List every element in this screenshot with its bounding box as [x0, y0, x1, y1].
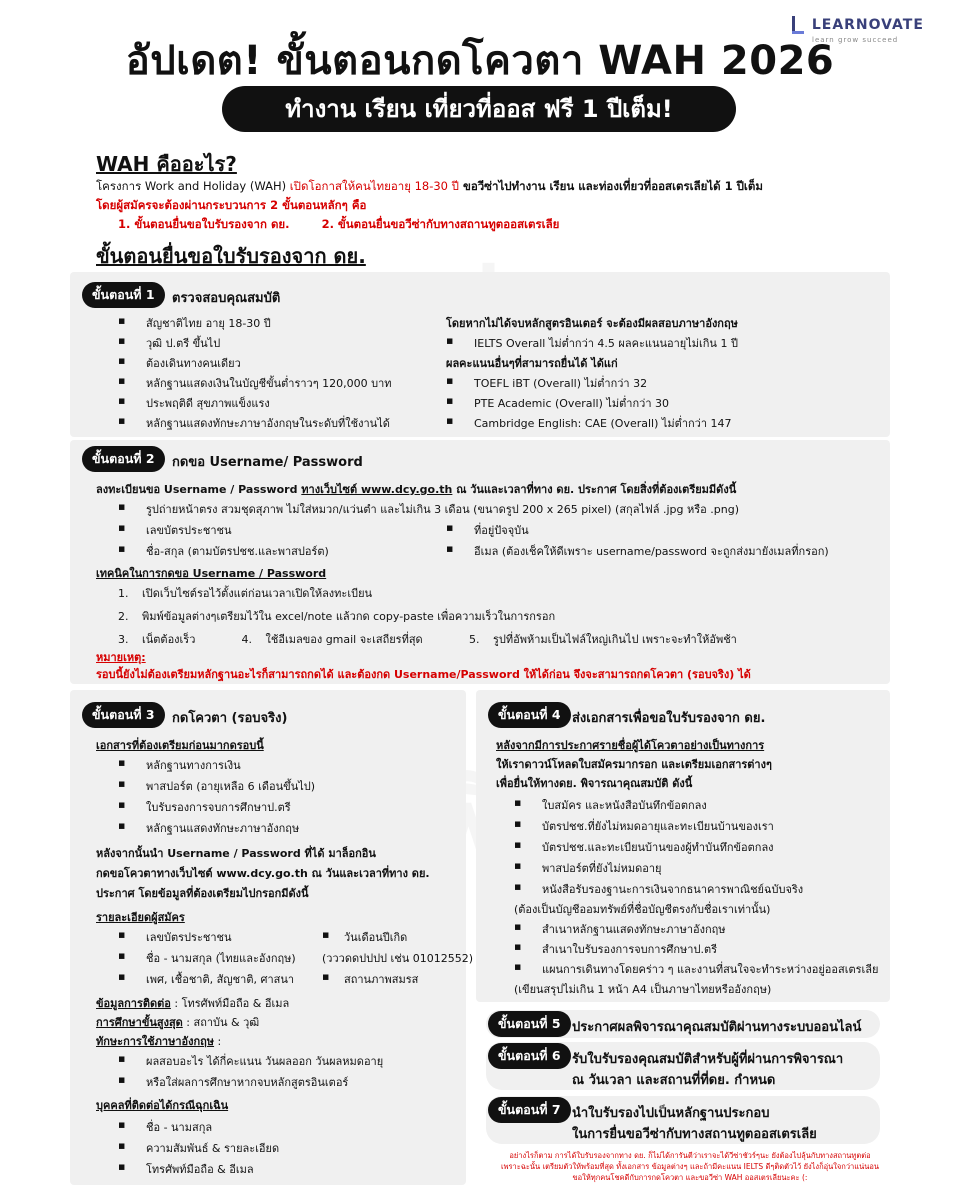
applicant-list-right [322, 928, 407, 949]
step1-pill: ขั้นตอนที่ 1 [82, 282, 165, 308]
list-item: ▪ เลขบัตรประชาชน [118, 521, 739, 542]
tip-number: 5. [469, 633, 480, 646]
contact-value: : โทรศัพท์มือถือ & อีเมล [170, 997, 290, 1010]
dob-format: (วววดดปปปป เช่น 01012552) [322, 952, 474, 965]
step1-title: ตรวจสอบคุณสมบัติ [172, 291, 281, 306]
tip-item [118, 630, 737, 653]
list-item: ▪ หลักฐานทางการเงิน [118, 756, 315, 777]
intro-text: โครงการ Work and Holiday (WAH) [96, 179, 287, 193]
step7-title-1: นำใบรับรองไปเป็นหลักฐานประกอบ [572, 1106, 770, 1121]
logo-mark-icon [790, 14, 808, 36]
footer-line-3: ขอให้ทุกคนโชคดีกับการกดโควตา และขอวีซ่า WAH ออสเตรเลียนะคะ (: [572, 1173, 808, 1182]
step4-intro-2: ให้เราดาวน์โหลดใบสมัครมากรอก และเตรียมเอกสารต่างๆ [496, 758, 772, 771]
list-item: ▪ เพศ, เชื้อชาติ, สัญชาติ, ศาสนา [118, 970, 296, 991]
step6-title-1: รับใบรับรองคุณสมบัติสำหรับผู้ที่ผ่านการพิจารณา [572, 1052, 844, 1067]
step2-intro [96, 480, 736, 498]
list-item: ▪ พาสปอร์ต (อายุเหลือ 6 เดือนขึ้นไป) [118, 777, 315, 798]
step2-intro-b: ณ วันและเวลาที่ทาง ดย. ประกาศ โดยสิ่งที่ต้องเตรียมมีดังนี้ [452, 483, 737, 496]
step5-pill: ขั้นตอนที่ 5 [488, 1011, 571, 1037]
brand-logo [790, 14, 930, 44]
intro-line-3 [118, 216, 559, 234]
list-item: ▪ ใบสมัคร และหนังสือบันทึกข้อตกลง [514, 796, 803, 817]
list-item: ▪ Cambridge English: CAE (Overall) ไม่ต่ำกว่า 147 [446, 414, 732, 434]
step1-right-head2: ผลคะแนนอื่นๆที่สามารถยื่นได้ ได้แก่ [446, 357, 618, 370]
step1-left-list [118, 314, 392, 434]
list-item: ▪ หนังสือรับรองฐานะการเงินจากธนาคารพาณิชย์ฉบับจริง [514, 880, 803, 901]
step4-intro-1: หลังจากมีการประกาศรายชื่อผู้ได้โควตาอย่างเป็นทางการ [496, 739, 765, 752]
list-item: ▪ สถานภาพสมรส [322, 970, 418, 991]
tip-text: เน็ตต้องเร็ว [142, 633, 196, 646]
eng-value: : [214, 1035, 222, 1048]
step2-tips-heading: เทคนิคในการกดขอ Username / Password [96, 567, 327, 580]
tip-item [118, 584, 737, 607]
step4-item8-note: (เขียนสรุปไม่เกิน 1 หน้า A4 เป็นภาษาไทยหรืออังกฤษ) [514, 983, 772, 996]
list-item: ▪ อีเมล (ต้องเช็คให้ดีเพราะ username/password จะถูกส่งมายังเมลที่กรอก) [446, 542, 829, 563]
list-item: ▪ ใบรับรองการจบการศึกษาป.ตรี [118, 798, 315, 819]
step3-after-3: ประกาศ โดยข้อมูลที่ต้องเตรียมไปกรอกมีดังนี้ [96, 887, 309, 900]
step7-title-2: ในการยื่นขอวีซ่ากับทางสถานทูตออสเตรเลีย [572, 1127, 817, 1142]
list-item: ▪ พาสปอร์ตที่ยังไม่หมดอายุ [514, 859, 803, 880]
step7-pill: ขั้นตอนที่ 7 [488, 1097, 571, 1123]
tip-text: เปิดเว็บไซต์รอไว้ตั้งแต่ก่อนเวลาเปิดให้ลงทะเบียน [142, 587, 373, 600]
section-heading: ขั้นตอนยื่นขอใบรับรองจาก ดย. [96, 244, 366, 268]
list-item: ▪ บัตรปชช.ที่ยังไม่หมดอายุและทะเบียนบ้านของเรา [514, 817, 803, 838]
step2-intro-a: ลงทะเบียนขอ Username / Password [96, 483, 302, 496]
contact-line [96, 994, 289, 1012]
step2-pill: ขั้นตอนที่ 2 [82, 446, 165, 472]
list-item: ▪ หรือใส่ผลการศึกษาหากจบหลักสูตรอินเตอร์ [118, 1073, 383, 1094]
list-item: ▪ เลขบัตรประชาชน [118, 928, 296, 949]
dcy-website-link[interactable]: ทางเว็บไซต์ www.dcy.go.th [301, 483, 453, 496]
edu-value: : สถาบัน & วุฒิ [182, 1016, 260, 1029]
note-text: รอบนี้ยังไม่ต้องเตรียมหลักฐานอะไรก็สามารถกดได้ และต้องกด Username/Password ให้ได้ก่อน จึงจะสามารถกดโควตา (รอบจริง) ได้ [96, 668, 751, 681]
step5-title: ประกาศผลพิจารณาคุณสมบัติผ่านทางระบบออนไลน์ [572, 1020, 862, 1035]
logo-tagline: learn grow succeed [812, 36, 899, 44]
list-item: ▪ รูปถ่ายหน้าตรง สวมชุดสุภาพ ไม่ใส่หมวก/แว่นตำ และไม่เกิน 3 เดือน (ขนาดรูป 200 x 265 pixel) (สกุลไฟล์ .jpg หรือ .png) [118, 500, 739, 521]
list-item: ▪ ความสัมพันธ์ & รายละเอียด [118, 1139, 279, 1160]
step4-list [514, 796, 803, 901]
list-item: ▪ วุฒิ ป.ตรี ขึ้นไป [118, 334, 392, 354]
step3-after-1: หลังจากนั้นนำ Username / Password ที่ได้ มาล็อกอิน [96, 847, 376, 860]
list-item: ▪ โทรศัพท์มือถือ & อีเมล [118, 1160, 279, 1181]
intro-step-a: 1. ขั้นตอนยื่นขอใบรับรองจาก ดย. [118, 217, 290, 231]
tip-number: 2. [118, 610, 129, 623]
list-item: ▪ วันเดือนปีเกิด [322, 928, 407, 949]
list-item: ▪ ชื่อ-สกุล (ตามบัตรปชช.และพาสปอร์ต) [118, 542, 739, 563]
step3-pill: ขั้นตอนที่ 3 [82, 702, 165, 728]
eng-line [96, 1032, 221, 1050]
step3-title: กดโควตา (รอบจริง) [172, 711, 288, 726]
list-item: ▪ หลักฐานแสดงเงินในบัญชีขั้นต่ำราวๆ 120,000 บาท [118, 374, 392, 394]
step1-right-list1 [446, 334, 738, 354]
note-heading: หมายเหตุ: [96, 651, 146, 664]
tip-number: 4. [241, 633, 252, 646]
list-item: ▪ ประพฤติดี สุขภาพแข็งแรง [118, 394, 392, 414]
list-item: ▪ หลักฐานแสดงทักษะภาษาอังกฤษในระดับที่ใช้งานได้ [118, 414, 392, 434]
list-item: ▪ IELTS Overall ไม่ต่ำกว่า 4.5 ผลคะแนนอายุไม่เกิน 1 ปี [446, 334, 738, 354]
footer-line-2: เพราะฉะนั้น เตรียมตัวให้พร้อมที่สุด ทั้งเอกสาร ข้อมูลต่างๆ และถ้ามีคะแนน IELTS ดีๆติดตัวไว้ ยังไงก็อุ่นใจกว่าแน่นอน [501, 1162, 879, 1171]
page-title: อัปเดต! ขั้นตอนกดโควตา WAH 2026 [125, 38, 835, 84]
list-item: ▪ สำเนาหลักฐานแสดงทักษะภาษาอังกฤษ [514, 920, 878, 940]
tip-text: พิมพ์ข้อมูลต่างๆเตรียมไว้ใน excel/note แล้วกด copy-paste เพื่อความเร็วในการกรอก [142, 610, 556, 623]
list-item: ▪ ที่อยู่ปัจจุบัน [446, 521, 829, 542]
page-subtitle: ทำงาน เรียน เที่ยวที่ออส ฟรี 1 ปีเต็ม! [222, 86, 736, 132]
list-item: ▪ PTE Academic (Overall) ไม่ต่ำกว่า 30 [446, 394, 732, 414]
step2-title: กดขอ Username/ Password [172, 455, 363, 470]
logo-text: LEARNOVATE [811, 17, 924, 33]
contact-label: ข้อมูลการติดต่อ [96, 997, 171, 1010]
tip-text: ใช้อีเมลของ gmail จะเสถียรที่สุด [265, 633, 423, 646]
step4-pill: ขั้นตอนที่ 4 [488, 702, 571, 728]
tip-number: 3. [118, 633, 129, 646]
eng-label: ทักษะการใช้ภาษาอังกฤษ [96, 1035, 215, 1048]
applicant-list-right-2 [322, 970, 418, 991]
list-item: ▪ สำเนาใบรับรองการจบการศึกษาป.ตรี [514, 940, 878, 960]
intro-line-2: โดยผู้สมัครจะต้องผ่านกระบวนการ 2 ขั้นตอนหลักๆ คือ [96, 198, 367, 212]
edu-line [96, 1013, 259, 1031]
list-item: ▪ ชื่อ - นามสกุล [118, 1118, 279, 1139]
emergency-list [118, 1118, 279, 1181]
step4-item5-note: (ต้องเป็นบัญชีออมทรัพย์ที่ชื่อบัญชีตรงกับชื่อเราเท่านั้น) [514, 903, 771, 916]
emergency-heading: บุคคลที่ติดต่อได้กรณีฉุกเฉิน [96, 1099, 229, 1112]
list-item: ▪ สัญชาติไทย อายุ 18-30 ปี [118, 314, 392, 334]
list-item: ▪ ชื่อ - นามสกุล (ไทยและอังกฤษ) [118, 949, 296, 970]
step1-right-head1: โดยหากไม่ได้จบหลักสูตรอินเตอร์ จะต้องมีผลสอบภาษาอังกฤษ [446, 317, 738, 330]
step6-pill: ขั้นตอนที่ 6 [488, 1043, 571, 1069]
step4-list-2 [514, 920, 878, 980]
intro-highlight: เปิดโอกาสให้คนไทยอายุ 18-30 ปี [286, 179, 459, 193]
applicant-heading: รายละเอียดผู้สมัคร [96, 911, 185, 924]
tip-number: 1. [118, 587, 129, 600]
intro-text-bold: ขอวีซ่าไปทำงาน เรียน และท่องเที่ยวที่ออสเตรเลียได้ 1 ปีเต็ม [458, 179, 763, 193]
applicant-list [118, 928, 296, 991]
list-item: ▪ หลักฐานแสดงทักษะภาษาอังกฤษ [118, 819, 315, 840]
list-item: ▪ TOEFL iBT (Overall) ไม่ต่ำกว่า 32 [446, 374, 732, 394]
step4-intro-3: เพื่อยื่นให้ทางดย. พิจารณาคุณสมบัติ ดังนี้ [496, 777, 693, 790]
intro-line-1 [96, 178, 763, 196]
footer-line-1: อย่างไรก็ตาม การได้ใบรับรองจากทาง ดย. ก็ไม่ได้การันตีว่าเราจะได้วีซ่าชัวร์ๆนะ ยังต้องไปลุ้นกับทางสถานทูตต่อ [509, 1151, 871, 1160]
step3-docs-heading: เอกสารที่ต้องเตรียมก่อนมากดรอบนี้ [96, 739, 264, 752]
eng-list [118, 1052, 383, 1094]
intro-step-b: 2. ขั้นตอนยื่นขอวีซ่ากับทางสถานทูตออสเตรเลีย [321, 217, 560, 231]
step1-right-list2 [446, 374, 732, 434]
wah-heading: WAH คืออะไร? [96, 152, 237, 176]
step4-title: ส่งเอกสารเพื่อขอใบรับรองจาก ดย. [572, 711, 766, 726]
list-item: ▪ บัตรปชช.และทะเบียนบ้านของผู้ทำบันทึกข้อตกลง [514, 838, 803, 859]
list-item: ▪ ต้องเดินทางคนเดียว [118, 354, 392, 374]
tip-item [118, 607, 737, 630]
step2-list-right [446, 521, 829, 563]
edu-label: การศึกษาขั้นสูงสุด [96, 1016, 183, 1029]
footer-note [480, 1150, 900, 1183]
list-item: ▪ ผลสอบอะไร ได้กี่คะแนน วันผลออก วันผลหมดอายุ [118, 1052, 383, 1073]
list-item: ▪ แผนการเดินทางโดยคร่าว ๆ และงานที่สนใจจะทำระหว่างอยู่ออสเตรเลีย [514, 960, 878, 980]
step3-after-2: กดขอโควตาทางเว็บไซต์ www.dcy.go.th ณ วันและเวลาที่ทาง ดย. [96, 867, 430, 880]
tip-text: รูปที่อัพห้ามเป็นไฟล์ใหญ่เกินไป เพราะจะทำให้อัพช้า [493, 633, 737, 646]
step3-docs-list [118, 756, 315, 840]
step2-tips [118, 584, 737, 653]
step6-title-2: ณ วันเวลา และสถานที่ที่ดย. กำหนด [572, 1073, 776, 1088]
